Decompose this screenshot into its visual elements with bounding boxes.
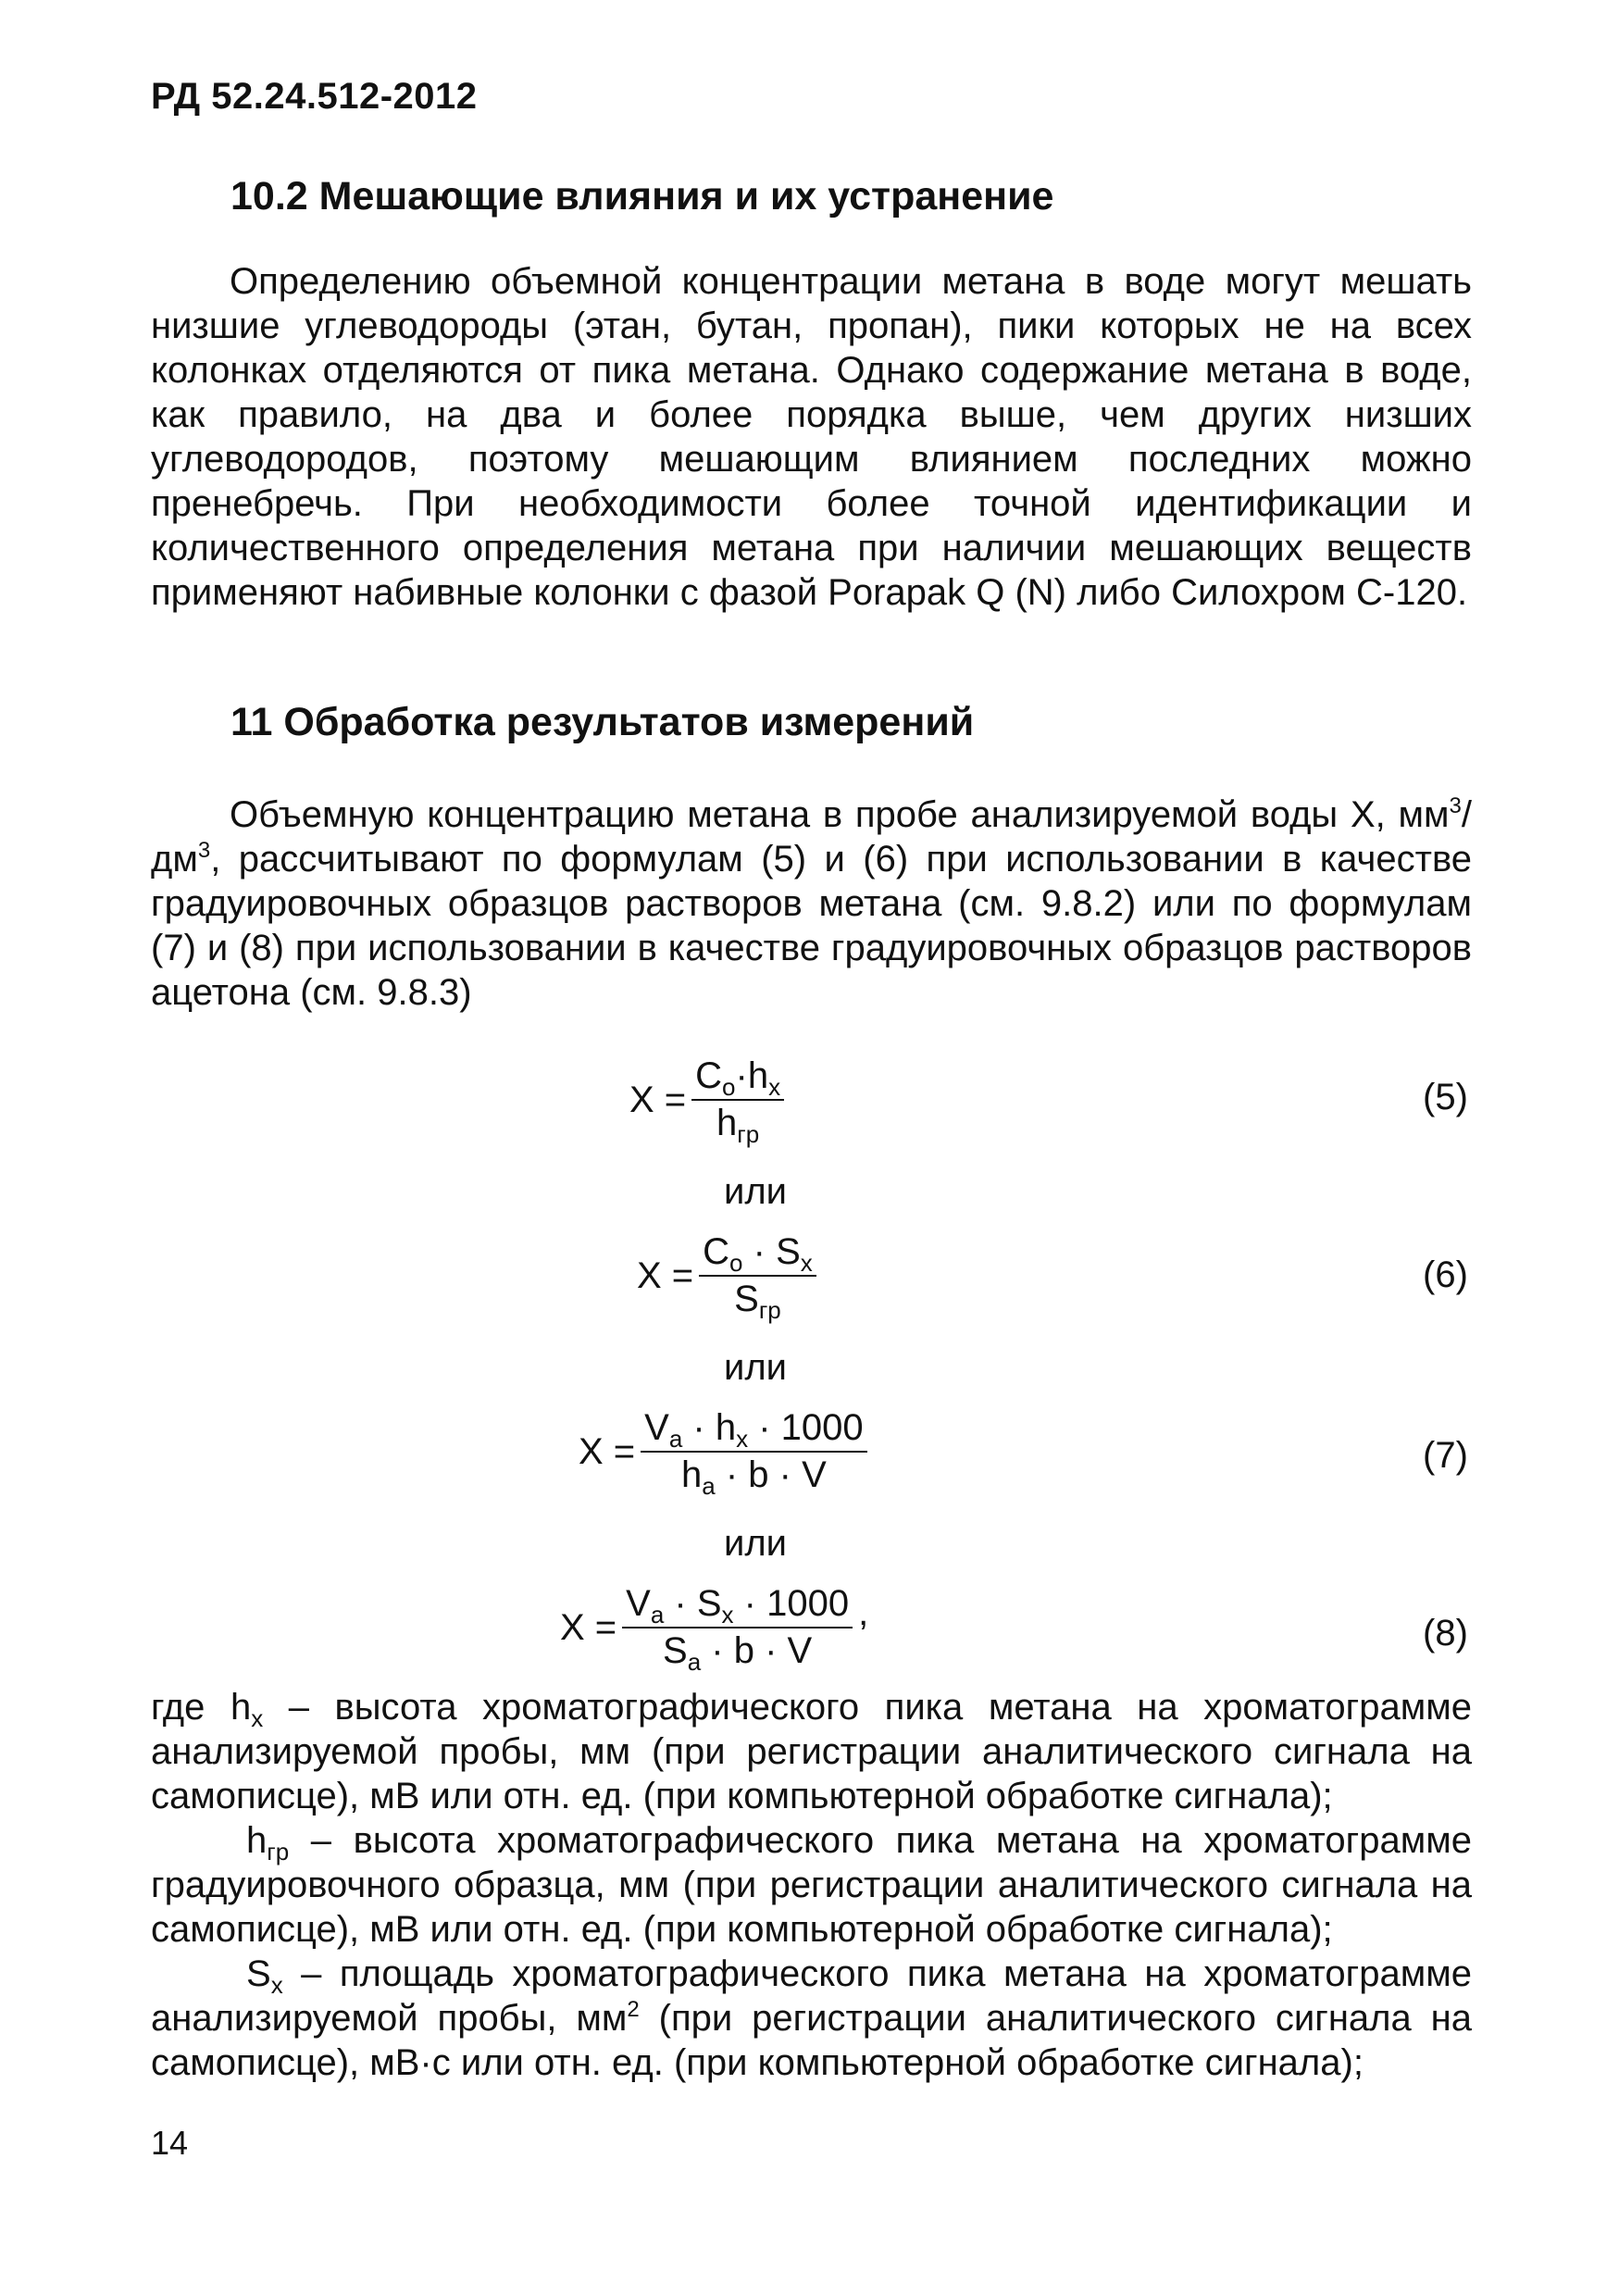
variable-definitions [151,1685,1472,2085]
or-label-1: или [724,1171,788,1212]
definition-hx: где $h_x$ – высота хроматографического пика метана на хроматограмме анализируемой пробы, мм (при регистрации аналитического сигнала на самописце), мВ или отн. ед. (при компьютерной обработке сигнала); [151,1687,1472,1816]
formula-5: X = $\frac{C_o\cdot h_x}{h_{гр}}$ [629,1055,784,1144]
formula-5-fraction: $\frac{C_o\cdot h_x}{h_{гр}}$ [691,1055,784,1144]
section-10-2-paragraph [151,259,1472,615]
formula-8-fraction: $\frac{V_a \cdot S_x \cdot 1000}{S_a \cdot b \cdot V}$ [622,1583,853,1672]
section-11-title: 11 Обработка результатов измерений [230,700,975,744]
or-label-2: или [724,1347,788,1388]
formula-8: X = $\frac{V_a \cdot S_x \cdot 1000}{S_a \cdot b \cdot V}$ , [560,1583,869,1676]
interference-paragraph: Определению объемной концентрации метана в воде могут мешать низшие углеводороды (этан, бутан, пропан), пики которых не на всех колонках отделяются от пика метана. Однако содержание метана в воде, как правило, на два и более порядка выше, чем других низших углеводородов, поэтому мешающим влиянием последних можно пренебречь. При необходимости более точной идентификации и количественного определения метана при наличии мешающих веществ применяют набивные колонки с фазой Porapak Q (N) либо Силохром С-120. [151,261,1472,613]
formula-6-number: (6) [1423,1254,1468,1295]
section-11-intro [151,792,1472,1015]
section-10-2-title: 10.2 Мешающие влияния и их устранение [230,174,1054,218]
formula-6-fraction: $\frac{C_o \cdot S_x}{S_{гр}}$ [699,1231,816,1320]
document-id: РД 52.24.512-2012 [151,76,478,117]
or-label-3: или [724,1523,788,1564]
calculation-intro-paragraph: Объемную концентрацию метана в пробе анализируемой воды X, $мм^3/дм^3$, рассчитывают по формулам (5) и (6) при использовании в качестве градуировочных образцов растворов метана (см. 9.8.2) или по формулам (7) и (8) при использовании в качестве градуировочных образцов растворов ацетона (см. 9.8.3) [151,793,1472,1013]
definition-hgr: $h_{гр}$ – высота хроматографического пика метана на хроматограмме градуировочного образца, мм (при регистрации аналитического сигнала на самописце), мВ или отн. ед. (при компьютерной обработке сигнала); [151,1820,1472,1950]
formula-5-number: (5) [1423,1077,1468,1117]
formula-7-number: (7) [1423,1435,1468,1476]
formula-6: X = $\frac{C_o \cdot S_x}{S_{гр}}$ [637,1231,816,1320]
page-number: 14 [151,2124,189,2162]
definition-sx: $S_x$ – площадь хроматографического пика метана на хроматограмме анализируемой пробы, $мм^2$ (при регистрации аналитического сигнала на самописце), мВ·с или отн. ед. (при компьютерной обработке сигнала); [151,1953,1472,2083]
formula-7-fraction: $\frac{V_a \cdot h_x \cdot 1000}{h_a \cdot b \cdot V}$ [641,1407,866,1496]
formula-7: X = $\frac{V_a \cdot h_x \cdot 1000}{h_a \cdot b \cdot V}$ [579,1407,867,1496]
formula-8-number: (8) [1423,1613,1468,1653]
